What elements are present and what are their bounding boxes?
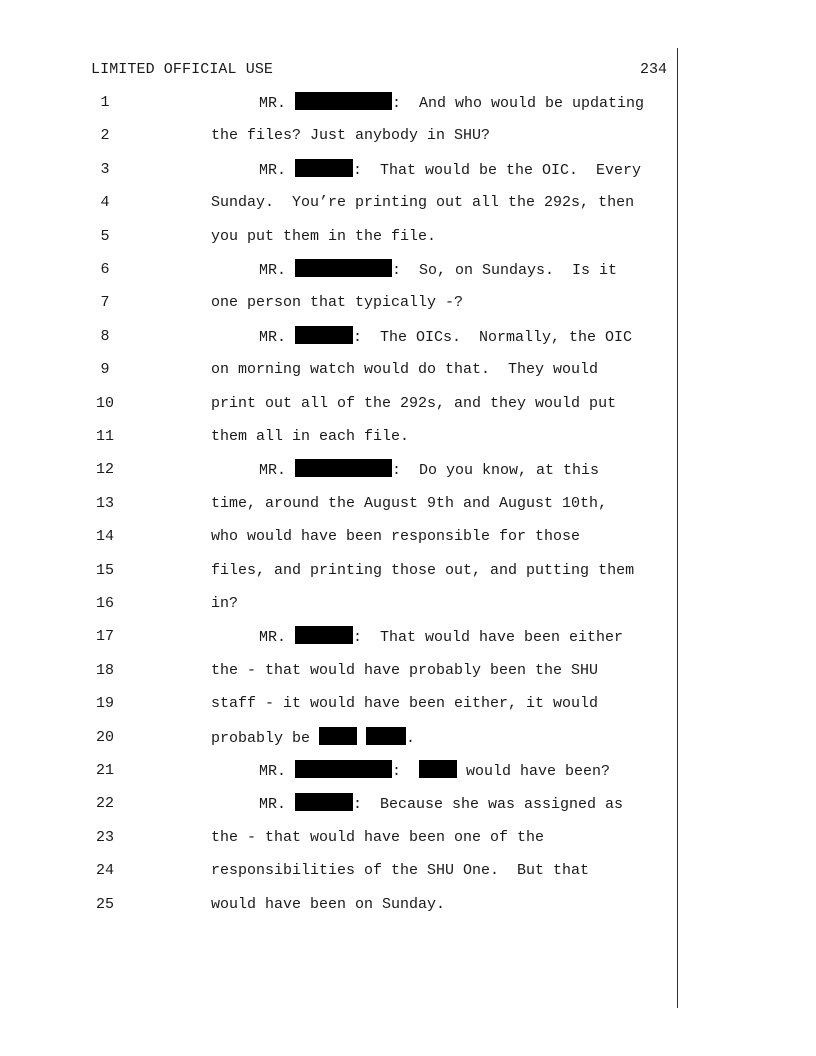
text-segment: : Because she was assigned as: [353, 796, 624, 814]
transcript-line: [0, 760, 816, 782]
text-segment: Sunday. You’re printing out all the 292s, then: [211, 194, 635, 212]
text-segment: you put them in the file.: [211, 227, 437, 245]
text-segment: on morning watch would do that. They would: [211, 361, 599, 379]
text-segment: the - that would have probably been the SHU: [211, 661, 599, 679]
transcript-line: [0, 359, 816, 381]
transcript-line: [0, 727, 816, 749]
redaction-block: [295, 159, 353, 177]
text-segment: MR.: [259, 462, 296, 480]
text-segment: files, and printing those out, and putting them: [211, 561, 635, 579]
transcript-line: [0, 292, 816, 314]
transcript-line: [0, 125, 816, 147]
text-segment: time, around the August 9th and August 10th,: [211, 494, 608, 512]
text-segment: : That would be the OIC. Every: [353, 161, 642, 179]
line-number: 22: [95, 795, 114, 813]
text-segment: MR.: [259, 262, 296, 279]
text-segment: MR.: [259, 629, 296, 647]
text-segment: would have been on Sunday.: [211, 895, 446, 913]
line-text: [211, 660, 598, 682]
text-segment: : And who would be updating: [392, 95, 645, 112]
transcript-line: [0, 660, 816, 682]
line-number: 14: [95, 528, 114, 546]
text-segment: : That would have been either: [353, 629, 624, 647]
text-segment: one person that typically -?: [211, 294, 464, 312]
line-text: [259, 159, 641, 182]
transcript-line: [0, 92, 816, 114]
redaction-block: [419, 760, 457, 778]
text-segment: would have been?: [457, 763, 611, 780]
line-text: [211, 693, 598, 715]
line-text: [259, 259, 617, 282]
redaction-block: [295, 459, 392, 477]
text-segment: [357, 730, 366, 747]
transcript-line: [0, 326, 816, 348]
transcript-line: [0, 894, 816, 916]
line-text: [211, 359, 598, 381]
text-segment: the files? Just anybody in SHU?: [211, 127, 491, 145]
text-segment: MR.: [259, 796, 296, 814]
redaction-block: [295, 760, 392, 778]
transcript-line: [0, 693, 816, 715]
line-number: 4: [100, 194, 110, 212]
text-segment: MR.: [259, 763, 296, 780]
line-number: 20: [95, 728, 114, 746]
line-number: 18: [95, 661, 114, 679]
transcript-line: [0, 793, 816, 815]
line-number: 24: [95, 862, 114, 880]
line-text: [259, 626, 623, 649]
line-number: 7: [100, 294, 110, 312]
text-segment: : The OICs. Normally, the OIC: [353, 328, 633, 346]
line-number: 21: [95, 762, 114, 779]
classification-header: LIMITED OFFICIAL USE: [91, 61, 274, 78]
line-text: [259, 92, 644, 115]
line-number: 2: [100, 127, 110, 145]
line-text: [211, 593, 238, 615]
text-segment: print out all of the 292s, and they would put: [211, 394, 617, 412]
transcript-line: [0, 493, 816, 515]
text-segment: :: [392, 763, 420, 780]
line-text: [211, 493, 607, 515]
transcript-line: [0, 459, 816, 481]
text-segment: the - that would have been one of the: [211, 828, 545, 846]
transcript-line: [0, 393, 816, 415]
line-number: 5: [100, 227, 110, 245]
line-text: [211, 894, 445, 916]
redaction-block: [295, 793, 353, 811]
transcript-line: [0, 259, 816, 281]
redaction-block: [295, 92, 392, 110]
line-number: 16: [95, 595, 114, 612]
text-segment: staff - it would have been either, it would: [211, 695, 599, 713]
line-text: [211, 526, 580, 548]
line-number: 25: [95, 895, 114, 913]
transcript-line: [0, 226, 816, 248]
redaction-block: [319, 727, 357, 745]
text-segment: MR.: [259, 328, 296, 346]
text-segment: responsibilities of the SHU One. But that: [211, 862, 590, 880]
text-segment: : So, on Sundays. Is it: [392, 262, 618, 279]
redaction-block: [295, 326, 353, 344]
line-number: 17: [95, 628, 114, 646]
transcript-line: [0, 192, 816, 214]
line-number: 3: [100, 160, 110, 178]
line-text: [259, 760, 610, 783]
line-text: [211, 226, 436, 248]
line-number: 8: [100, 327, 110, 345]
line-number: 10: [95, 394, 114, 412]
line-number: 15: [95, 561, 114, 579]
line-text: [211, 192, 634, 214]
redaction-block: [295, 626, 353, 644]
line-text: [211, 560, 634, 582]
line-number: 6: [100, 261, 110, 278]
redaction-block: [295, 259, 392, 277]
transcript-line: [0, 626, 816, 648]
line-text: [211, 860, 589, 882]
line-text: [211, 827, 544, 849]
page-number: 234: [640, 61, 668, 78]
line-text: [259, 459, 599, 482]
line-number: 11: [95, 428, 114, 445]
transcript-line: [0, 860, 816, 882]
text-segment: MR.: [259, 95, 296, 112]
line-number: 12: [95, 461, 114, 479]
text-segment: in?: [211, 595, 239, 612]
line-number: 13: [95, 494, 114, 512]
line-number: 19: [95, 695, 114, 713]
text-segment: them all in each file.: [211, 428, 410, 445]
line-text: [211, 426, 409, 448]
redaction-block: [366, 727, 406, 745]
line-text: [259, 793, 623, 816]
text-segment: : Do you know, at this: [392, 462, 600, 480]
line-number: 9: [100, 361, 110, 379]
line-text: [211, 393, 616, 415]
text-segment: .: [406, 729, 416, 747]
text-segment: MR.: [259, 161, 296, 179]
transcript-line: [0, 526, 816, 548]
text-segment: probably be: [211, 729, 320, 747]
line-number: 23: [95, 828, 114, 846]
line-text: [211, 727, 415, 750]
line-text: [211, 292, 463, 314]
line-number: 1: [100, 94, 110, 111]
transcript-line: [0, 560, 816, 582]
transcript-line: [0, 593, 816, 615]
line-text: [259, 326, 632, 349]
line-text: [211, 125, 490, 147]
text-segment: who would have been responsible for those: [211, 528, 581, 546]
transcript-line: [0, 827, 816, 849]
transcript-line: [0, 159, 816, 181]
transcript-line: [0, 426, 816, 448]
